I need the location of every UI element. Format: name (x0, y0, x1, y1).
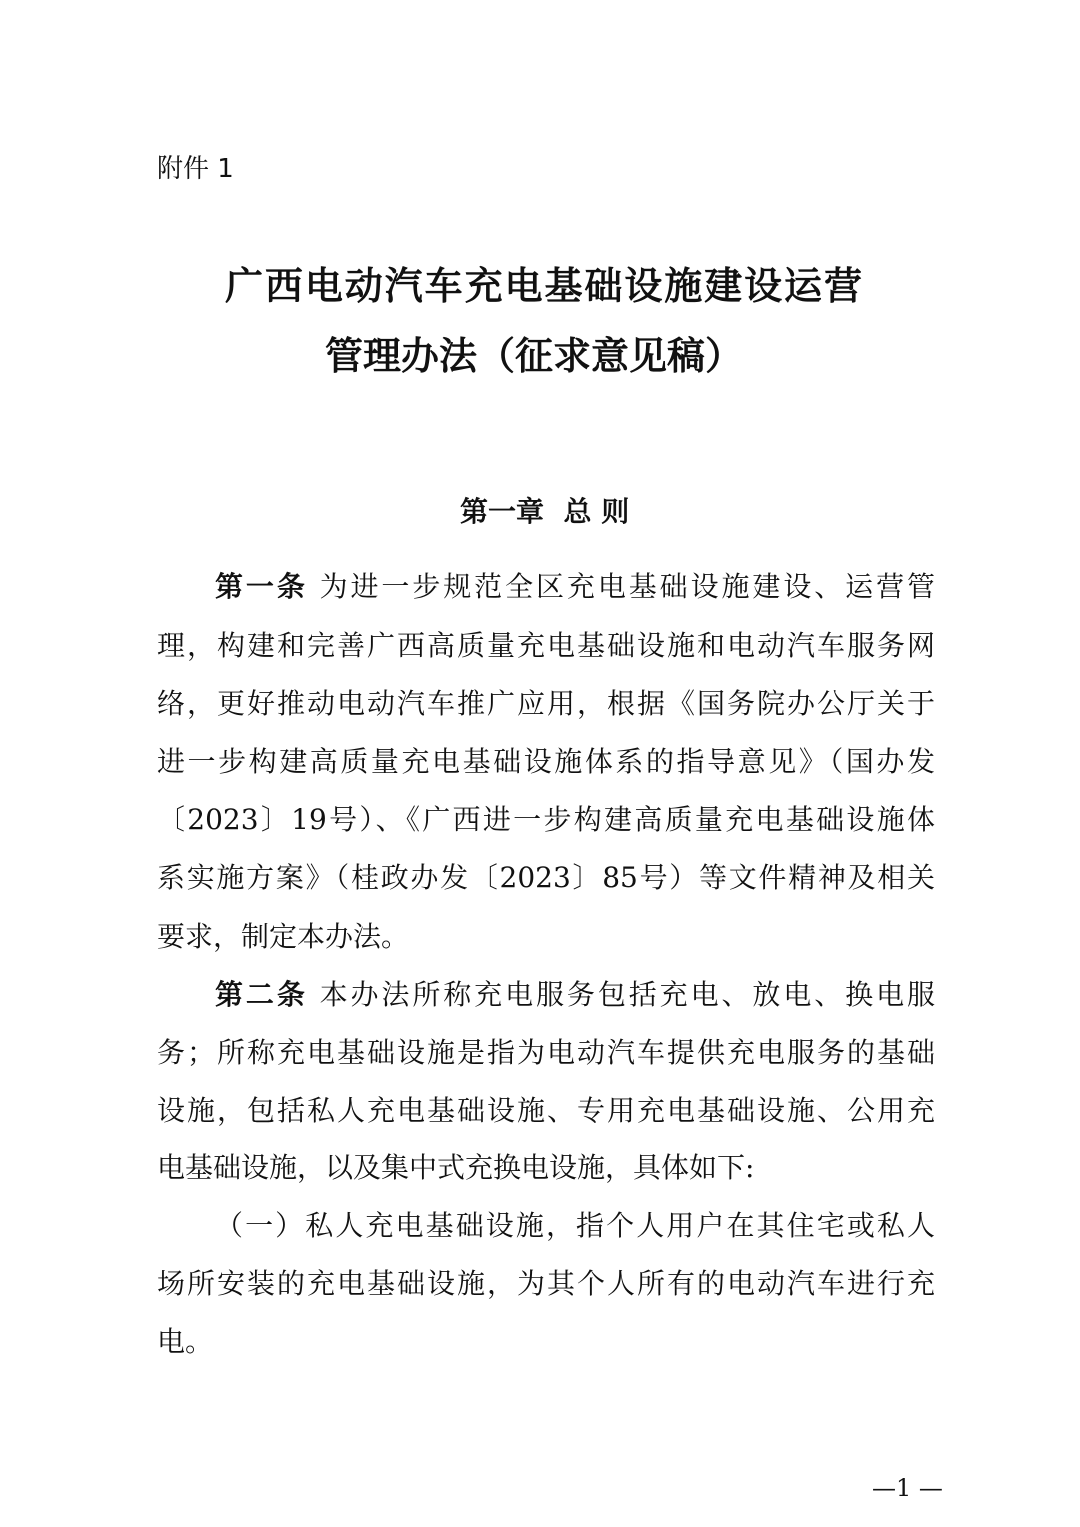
article1-line: 要求，制定本办法。 (157, 920, 410, 953)
article1-line (215, 570, 935, 604)
item1-line: 电。 (157, 1325, 214, 1358)
article2-line (215, 978, 935, 1012)
attachment-label: 附件 1 (157, 154, 234, 184)
chapter-heading: 第一章 总 则 (460, 495, 630, 528)
article1-line: 〔2023〕19号）、《广西进一步构建高质量充电基础设施体 (157, 803, 935, 836)
document-title-line2: 管理办法（征求意见稿） (325, 334, 744, 378)
article2-line: 设施，包括私人充电基础设施、专用充电基础设施、公用充 (157, 1094, 935, 1127)
article2-label: 第二条 (215, 978, 308, 1011)
article2-text: 本办法所称充电服务包括充电、放电、换电服 (319, 978, 935, 1011)
item1-line: （一）私人充电基础设施，指个人用户在其住宅或私人 (215, 1209, 935, 1242)
article1-line: 络，更好推动电动汽车推广应用，根据《国务院办公厅关于 (157, 687, 935, 720)
article1-line: 理，构建和完善广西高质量充电基础设施和电动汽车服务网 (157, 629, 935, 662)
article2-line: 电基础设施，以及集中式充换电设施，具体如下: (157, 1151, 755, 1184)
page-number: —1 — (872, 1474, 943, 1502)
article1-line: 系实施方案》（桂政办发〔2023〕85号）等文件精神及相关 (157, 861, 935, 894)
document-title-line1: 广西电动汽车充电基础设施建设运营 (225, 264, 862, 308)
article2-line: 务；所称充电基础设施是指为电动汽车提供充电服务的基础 (157, 1036, 935, 1069)
article1-text: 为进一步规范全区充电基础设施建设、运营管 (319, 570, 935, 603)
item1-line: 场所安装的充电基础设施，为其个人所有的电动汽车进行充 (157, 1267, 935, 1300)
article1-label: 第一条 (215, 570, 308, 603)
article1-line: 进一步构建高质量充电基础设施体系的指导意见》（国办发 (157, 745, 935, 778)
